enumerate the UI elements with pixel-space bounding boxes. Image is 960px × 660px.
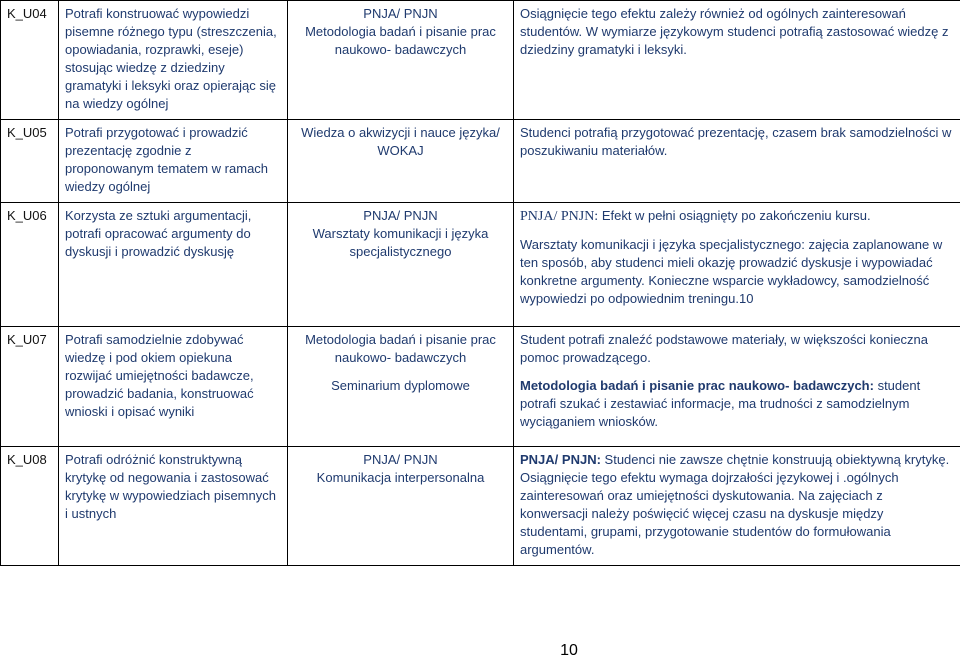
page-number: 10: [560, 642, 578, 659]
comment-text: W wymiarze językowym studenci potrafią zastosować wiedzę z dziedziny gramatyki i leksyki.: [520, 24, 949, 57]
outcome-code: K_U06: [1, 203, 59, 327]
course-cell: [288, 327, 514, 447]
table-row: [1, 447, 960, 566]
comment-cell: [514, 327, 960, 447]
comment-text: student potrafi szukać i zestawiać informacje, ma trudności z samodzielnym wyciąganiem wniosków.: [520, 378, 921, 429]
comment-paragraph: [520, 377, 954, 431]
outcome-description: Potrafi konstruować wypowiedzi pisemne różnego typu (streszczenia, opowiadania, rozprawki, eseje) stosując wiedzę z dziedziny gramatyki i leksyki oraz opierając się na wiedzy ogólnej: [59, 1, 288, 120]
comment-text: Studenci nie zawsze chętnie konstruują obiektywną krytykę. Osiągnięcie tego efektu wymaga dojrzałości językowej i .ogólnych zainteresowań oraz umiejętności dyskutowania. Na zajęciach z konwersacji należy poświęcić więcej czasu na dyskusje między studentami, grupami, przygotowanie studentów do formułowania argumentów.: [520, 452, 950, 557]
table-row: [1, 203, 960, 327]
table-row: [1, 1, 960, 120]
table-row: [1, 120, 960, 203]
table-row: [1, 327, 960, 447]
course-cell: [288, 120, 514, 203]
outcome-description: Potrafi przygotować i prowadzić prezentację zgodnie z proponowanym tematem w ramach wiedzy ogólnej: [59, 120, 288, 203]
comment-label: Metodologia badań i pisanie prac naukowo- badawczych:: [520, 378, 874, 393]
comment-cell: [514, 1, 960, 120]
outcome-code: K_U04: [1, 1, 59, 120]
outcome-code: K_U08: [1, 447, 59, 566]
comment-paragraph: Student potrafi znaleźć podstawowe materiały, w większości konieczna pomoc prowadzącego.: [520, 332, 929, 365]
outcome-code: K_U05: [1, 120, 59, 203]
comment-cell: [514, 203, 960, 327]
comment-text: Efekt w pełni osiągnięty po zakończeniu kursu.: [598, 208, 871, 223]
outcome-description: Potrafi samodzielnie zdobywać wiedzę i pod okiem opiekuna rozwijać umiejętności badawcze, prowadzić badania, konstruować wnioski i opisać wyniki: [59, 327, 288, 447]
comment-label: PNJA/ PNJN:: [520, 452, 601, 467]
course-name: Warsztaty komunikacji i języka specjalistycznego: [312, 226, 489, 259]
course-name: Komunikacja interpersonalna: [316, 470, 485, 485]
course-name: PNJA/ PNJN: [363, 452, 438, 467]
comment-paragraph: [520, 207, 954, 226]
comment-text: Osiągnięcie tego efektu zależy również od ogólnych zainteresowań studentów.: [520, 6, 906, 39]
course-name: Metodologia badań i pisanie prac naukowo- badawczych: [305, 332, 496, 365]
course-name: PNJA/ PNJN: [363, 6, 438, 21]
outcome-description: Potrafi odróżnić konstruktywną krytykę od negowania i zastosować krytykę w wypowiedziach pisemnych i ustnych: [59, 447, 288, 566]
course-cell: [288, 203, 514, 327]
course-cell: [288, 1, 514, 120]
course-name: Wiedza o akwizycji i nauce języka/ WOKAJ: [301, 125, 500, 158]
outcome-code: K_U07: [1, 327, 59, 447]
comment-cell: [514, 447, 960, 566]
course-name: Seminarium dyplomowe: [331, 378, 470, 393]
comment-text: Studenci potrafią przygotować prezentację, czasem brak samodzielności w poszukiwaniu materiałów.: [514, 120, 960, 203]
outcome-description: Korzysta ze sztuki argumentacji, potrafi opracować argumenty do dyskusji i prowadzić dyskusję: [59, 203, 288, 327]
course-name: Metodologia badań i pisanie prac naukowo- badawczych: [305, 24, 496, 57]
course-cell: [288, 447, 514, 566]
comment-paragraph: Warsztaty komunikacji i języka specjalistycznego: zajęcia zaplanowane w ten sposób, aby studenci mieli okazję prowadzić dyskusje i wypowiadać konkretne argumenty. Konieczne wsparcie wykładowcy, samodzielność wypowiedzi po odpowiednim treningu.10: [520, 237, 943, 306]
course-name: PNJA/ PNJN: [363, 208, 438, 223]
comment-label: PNJA/ PNJN:: [520, 209, 599, 224]
